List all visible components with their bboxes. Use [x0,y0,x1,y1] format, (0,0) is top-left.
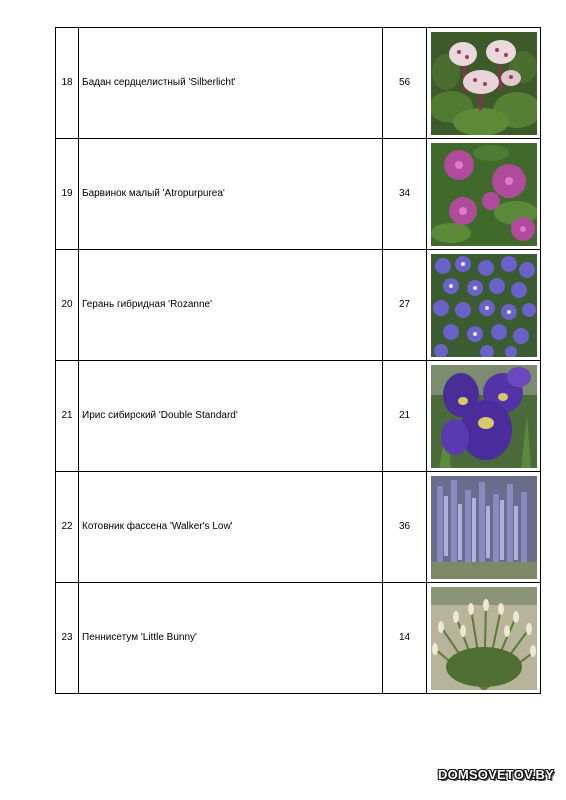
plant-photo-cell [427,361,541,472]
plant-photo-cell [427,28,541,139]
row-number: 18 [56,28,79,139]
plant-name: Котовник фассена 'Walker's Low' [79,472,383,583]
table-row [56,250,541,361]
plant-name: Барвинок малый 'Atropurpurea' [79,139,383,250]
plant-quantity: 56 [383,28,427,139]
plant-quantity: 36 [383,472,427,583]
plant-name: Герань гибридная 'Rozanne' [79,250,383,361]
vinca-photo [431,143,537,246]
table-row [56,583,541,694]
table-row [56,361,541,472]
plant-name: Пеннисетум 'Little Bunny' [79,583,383,694]
pennisetum-photo [431,587,537,690]
geranium-photo [431,254,537,357]
row-number: 23 [56,583,79,694]
iris-photo [431,365,537,468]
table-row [56,28,541,139]
site-watermark: DOMSOVETOV.BY [438,767,555,782]
table-row [56,139,541,250]
nepeta-photo [431,476,537,579]
plant-quantity: 34 [383,139,427,250]
plant-quantity: 21 [383,361,427,472]
plant-quantity: 27 [383,250,427,361]
bergenia-photo [431,32,537,135]
row-number: 21 [56,361,79,472]
plant-photo-cell [427,139,541,250]
plant-quantity: 14 [383,583,427,694]
table-row [56,472,541,583]
plant-photo-cell [427,472,541,583]
plant-photo-cell [427,583,541,694]
plant-name: Бадан сердцелистный 'Silberlicht' [79,28,383,139]
row-number: 20 [56,250,79,361]
row-number: 22 [56,472,79,583]
plant-table [55,27,541,694]
plant-name: Ирис сибирский 'Double Standard' [79,361,383,472]
row-number: 19 [56,139,79,250]
plant-photo-cell [427,250,541,361]
